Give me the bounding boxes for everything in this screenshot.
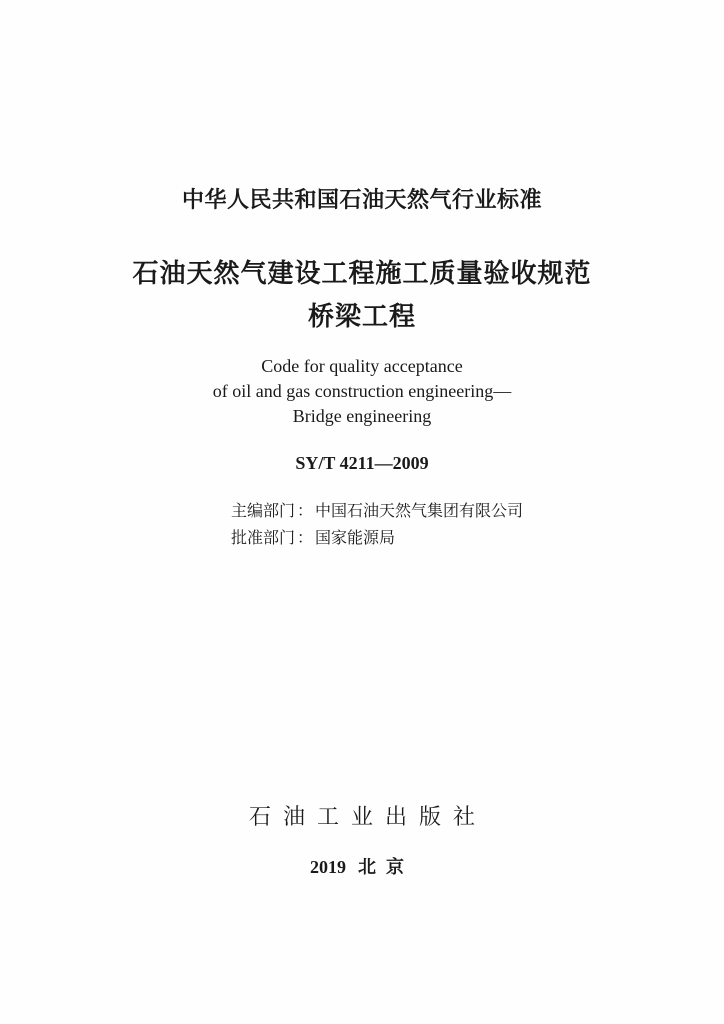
publication-year: 2019 <box>310 857 346 877</box>
english-title-line-1: Code for quality acceptance <box>261 356 463 376</box>
publication-line <box>0 853 724 879</box>
english-title-line-3: Bridge engineering <box>292 406 432 426</box>
editor-value: 中国石油天然气集团有限公司 <box>315 501 524 520</box>
approver-separator: ： <box>297 528 314 547</box>
main-title-line-2: 桥梁工程 <box>307 302 416 332</box>
editor-separator: ： <box>297 501 314 520</box>
approver-value: 国家能源局 <box>315 528 396 547</box>
english-title-line-2: of oil and gas construction engineering— <box>212 381 512 401</box>
main-title-line-1: 石油天然气建设工程施工质量验收规范 <box>132 259 592 289</box>
standard-code: SY/T 4211—2009 <box>295 453 429 473</box>
editor-label: 主编部门 <box>231 501 296 520</box>
approver-department <box>231 525 395 548</box>
approver-label: 批准部门 <box>231 528 296 547</box>
series-title: 中华人民共和国石油天然气行业标准 <box>181 188 542 213</box>
publication-city: 北京 <box>358 857 414 878</box>
editor-department <box>231 498 523 521</box>
publisher-name: 石油工业出版社 <box>248 805 487 830</box>
